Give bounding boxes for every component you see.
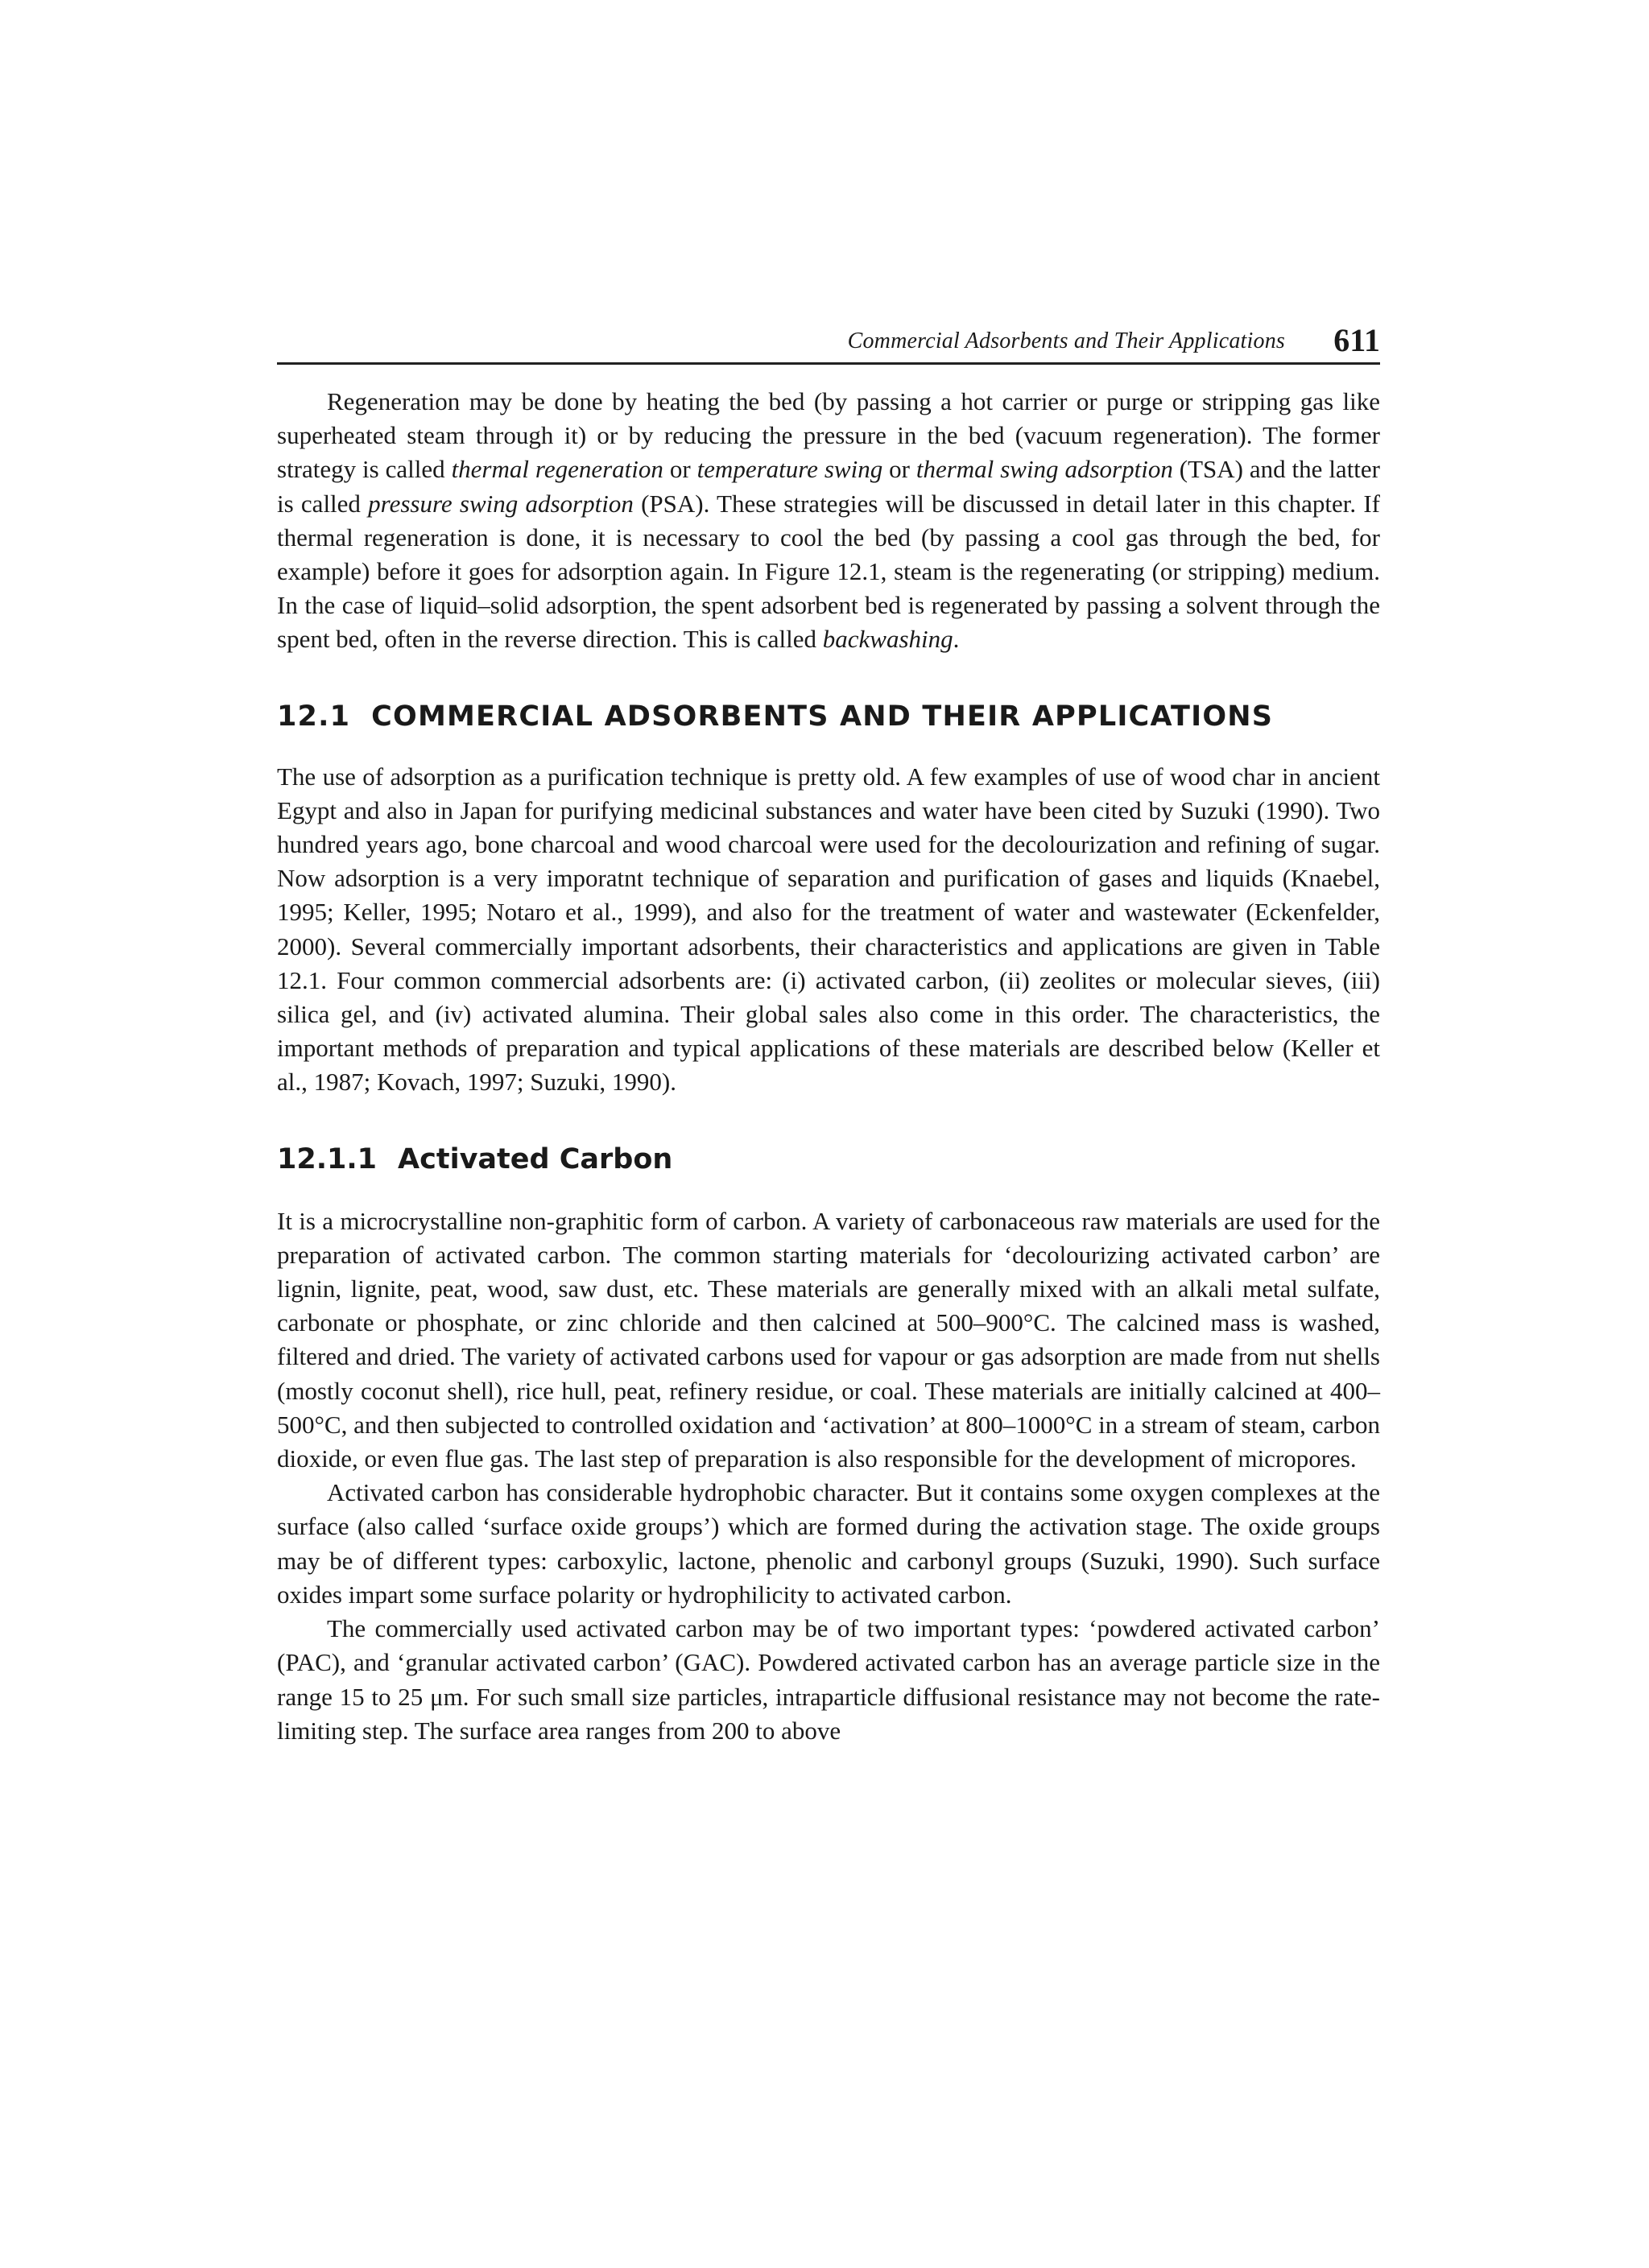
term-backwashing: backwashing — [822, 625, 953, 654]
section-title: COMMERCIAL ADSORBENTS AND THEIR APPLICATIONS — [371, 700, 1274, 733]
term-thermal-regeneration: thermal regeneration — [451, 455, 663, 484]
term-thermal-swing-adsorption: thermal swing adsorption — [915, 455, 1173, 484]
subsection-heading — [277, 1143, 1380, 1175]
running-head — [277, 316, 1380, 365]
page-number: 611 — [1333, 322, 1380, 358]
paragraph-activated-carbon-preparation: It is a microcrystalline non-graphitic form of carbon. A variety of carbonaceous raw materials are used for the preparation of activated carbon. The common starting materials for ‘decolourizing activated carbon’ are lignin, lignite, peat, wood, saw dust, etc. These materials are generally mixed with an alkali metal sulfate, carbonate or phosphate, or zinc chloride and then calcined at 500–900°C. The calcined mass is washed, filtered and dried. The variety of activated carbons used for vapour or gas adsorption are made from nut shells (mostly coconut shell), rice hull, peat, refinery residue, or coal. These materials are initially calcined at 400–500°C, and then subjected to controlled oxidation and ‘activation’ at 800–1000°C in a stream of steam, carbon dioxide, or even flue gas. The last step of preparation is also responsible for the development of micropores. — [277, 1206, 1380, 1473]
subsection-number: 12.1.1 — [277, 1142, 378, 1175]
paragraph-pac-gac: The commercially used activated carbon may be of two important types: ‘powdered activated carbon’ (PAC), and ‘granular activated carbon’ (GAC). Powdered activated carbon has an average particle size in the range 15 to 25 μm. For such small size particles, intraparticle diffusional resistance may not become the rate-limiting step. The surface area ranges from 200 to above — [277, 1614, 1380, 1745]
text-run: (TSA) and the latter is called — [277, 455, 1381, 518]
subsection-title: Activated Carbon — [398, 1142, 673, 1175]
text-run: . — [953, 625, 960, 654]
text-run: (PSA). These strategies will be discussed in detail later in this chapter. If thermal regeneration is done, it is necessary to cool the bed (by passing a cool gas through the bed, for example) before it goes for adsorption again. In Figure 12.1, steam is the regenerating (or stripping) medium. In the case of liquid–solid adsorption, the spent adsorbent bed is regenerated by passing a solvent through the spent bed, often in the reverse direction. This is called — [277, 489, 1380, 654]
section-heading — [277, 700, 1380, 733]
running-head-title: Commercial Adsorbents and Their Applications — [847, 328, 1285, 353]
paragraph-hydrophobic-character: Activated carbon has considerable hydrophobic character. But it contains some oxygen complexes at the surface (also called ‘surface oxide groups’) which are formed during the activation stage. The oxide groups may be of different types: carboxylic, lactone, phenolic and carbonyl groups (Suzuki, 1990). Such surface oxides impart some surface polarity or hydrophilicity to activated carbon. — [277, 1478, 1380, 1609]
text-run: or — [663, 455, 697, 484]
term-pressure-swing-adsorption: pressure swing adsorption — [368, 489, 634, 518]
text-run: or — [882, 455, 916, 484]
paragraph-adsorption-history: The use of adsorption as a purification technique is pretty old. A few examples of use of wood char in ancient Egypt and also in Japan for purifying medicinal substances and water have been cited by Suzuki (1990). Two hundred years ago, bone charcoal and wood charcoal were used for the decolourization and refining of sugar. Now adsorption is a very imporatnt technique of separation and purification of gases and liquids (Knaebel, 1995; Keller, 1995; Notaro et al., 1999), and also for the treatment of water and wastewater (Eckenfelder, 2000). Several commercially important adsorbents, their characteristics and applications are given in Table 12.1. Four common commercial adsorbents are: (i) activated carbon, (ii) zeolites or molecular sieves, (iii) silica gel, and (iv) activated alumina. Their global sales also come in this order. The characteristics, the important methods of preparation and typical applications of these materials are described below (Keller et al., 1987; Kovach, 1997; Suzuki, 1990). — [277, 762, 1380, 1097]
section-number: 12.1 — [277, 700, 351, 733]
paragraph-regeneration — [277, 385, 1380, 657]
text-run: Regeneration may be done by heating the bed (by passing a hot carrier or purge or stripping gas like superheated steam through it) or by reducing the pressure in the bed (vacuum regeneration). The former strategy is called — [277, 387, 1380, 484]
term-temperature-swing: temperature swing — [696, 455, 883, 484]
page-body — [277, 385, 1380, 1748]
